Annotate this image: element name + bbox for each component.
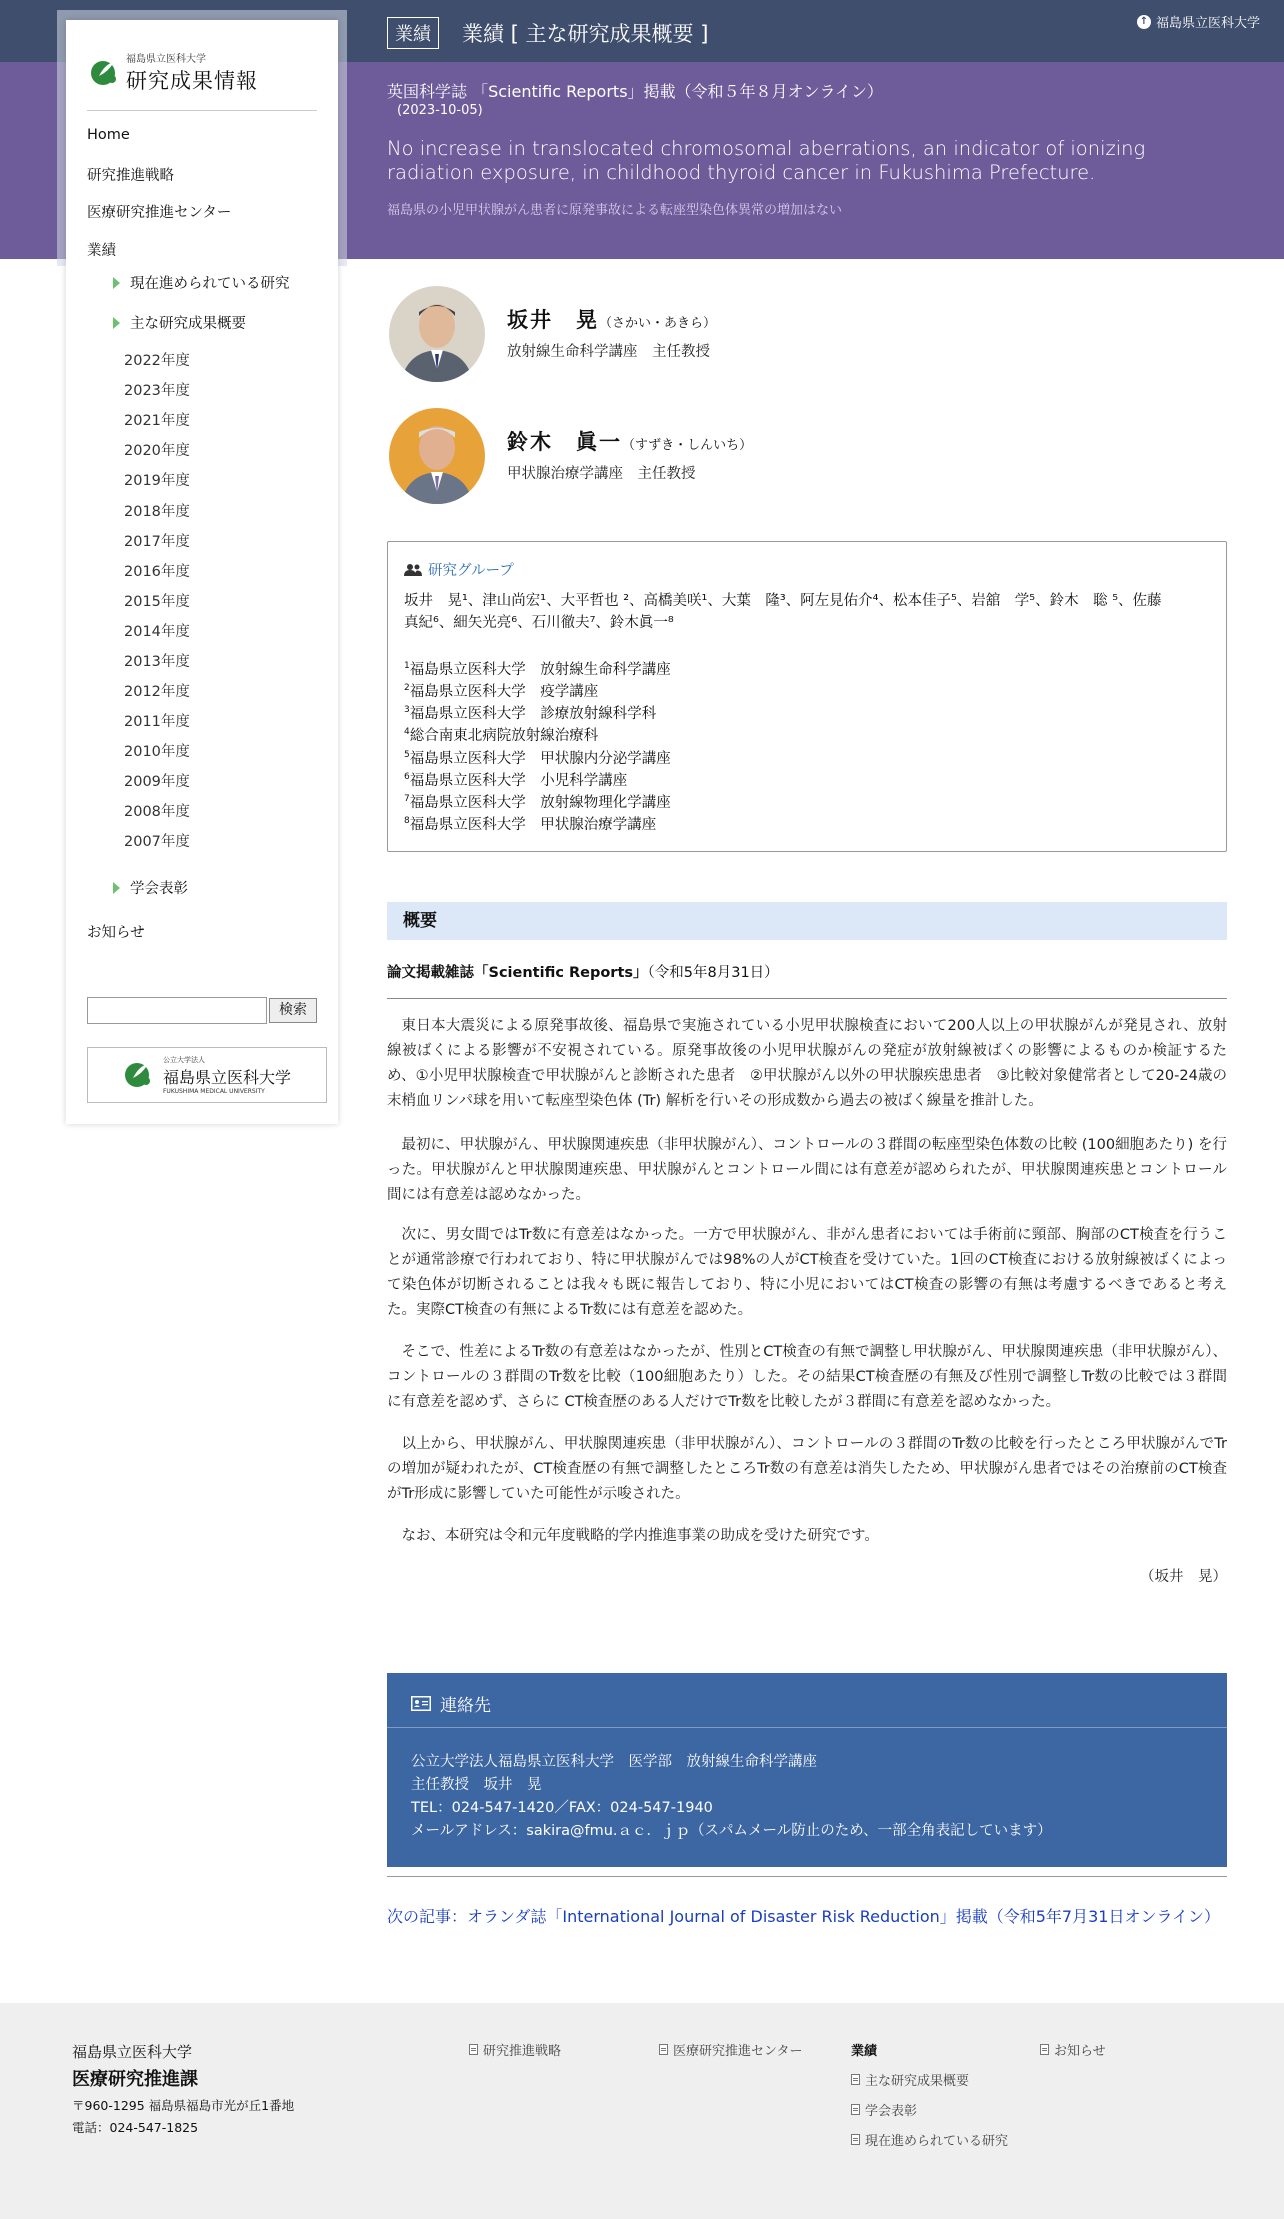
research-group-box xyxy=(387,541,1227,852)
sidebar-year-link[interactable]: 2021年度 xyxy=(124,413,190,429)
sidebar-item-label: 学会表彰 xyxy=(130,881,188,897)
document-icon xyxy=(659,2044,668,2055)
abstract-paragraph: そこで、性差によるTr数の有意差はなかったが、性別とCT検査の有無で調整し甲状腺がん、甲状腺関連疾患（非甲状腺がん）、コントロールの３群間のTr数を比較（100細胞あたり）した。その結果CT検査歴の有無及び性別で調整しTr数の比較では３群間に有意差を認めず、さらに CT検査歴のある人だけでTr数を比較したが３群間に有意差を認めなかった。 xyxy=(387,1344,1227,1410)
journal-label: 論文掲載雑誌「Scientific Reports」 xyxy=(387,965,648,981)
logo-univ-name: 福島県立医科大学 xyxy=(126,54,206,65)
footer-dept: 医療研究推進課 xyxy=(72,2069,198,2090)
research-group-heading xyxy=(404,559,514,580)
next-article-link[interactable]: 次の記事：オランダ誌「International Journal of Disaster Risk Reduction」掲載（令和5年7月31日オンライン） xyxy=(387,1907,1220,1926)
person-title: 甲状腺治療学講座 主任教授 xyxy=(507,466,696,482)
univ-link[interactable] xyxy=(1137,12,1260,31)
sidebar-year-link[interactable]: 2018年度 xyxy=(124,504,190,520)
footer-link-label: 現在進められている研究 xyxy=(865,2134,1009,2149)
hero-date: (2023-10-05) xyxy=(397,103,483,118)
sidebar-item-achievements[interactable]: 業績 xyxy=(87,243,116,259)
hero-journal: 英国科学誌 「Scientific Reports」掲載（令和５年８月オンライン） xyxy=(387,82,884,101)
contact-divider xyxy=(387,1727,1227,1728)
affiliation-item: $^3$福島県立医科大学 診療放射線科学科 xyxy=(404,705,657,722)
sidebar-year-link[interactable]: 2014年度 xyxy=(124,624,190,640)
affiliation-item: $^2$福島県立医科大学 疫学講座 xyxy=(404,683,599,700)
abstract-paragraph: 次に、男女間ではTr数に有意差はなかった。一方で甲状腺がん、非がん患者においては手術前に頸部、胸部のCT検査を行うことが通常診療で行われており、特に甲状腺がんでは98%の人がCT検査を受けていた。1回のCT検査における放射線被ばくによって染色体が切断されることは我々も既に報告しており、特に小児においてはCT検査の影響の有無は考慮するべきであると考えた。実際CT検査の有無によるTr数には有意差を認めた。 xyxy=(387,1227,1227,1318)
contact-line: 主任教授 坂井 晃 xyxy=(411,1777,542,1793)
hero-title-ja: 福島県の小児甲状腺がん患者に原発事故による転座型染色体異常の増加はない xyxy=(387,203,843,218)
hero-title-en: No increase in translocated chromosomal aberrations, an indicator of ionizing radiation exposure, in childhood thyroid cancer in Fukushima Prefecture. xyxy=(387,137,1146,184)
sidebar-year-link[interactable]: 2016年度 xyxy=(124,564,190,580)
sidebar-year-link[interactable]: 2022年度 xyxy=(124,353,190,369)
footer-link-current-research[interactable] xyxy=(851,2130,1008,2149)
univ-link-label: 福島県立医科大学 xyxy=(1155,16,1260,31)
person-photo-icon xyxy=(389,408,485,504)
sidebar-item-label: 主な研究成果概要 xyxy=(130,316,246,332)
journal-line xyxy=(387,961,779,982)
sidebar-divider xyxy=(87,110,317,111)
footer-link-conference[interactable] xyxy=(851,2100,917,2119)
contact-heading xyxy=(411,1691,491,1716)
avatar xyxy=(389,408,485,504)
sidebar-year-link[interactable]: 2017年度 xyxy=(124,534,190,550)
sidebar-year-link[interactable]: 2019年度 xyxy=(124,473,190,489)
contact-bottom-divider xyxy=(387,1876,1227,1877)
triangle-right-icon xyxy=(113,882,120,894)
sidebar-year-link[interactable]: 2015年度 xyxy=(124,594,190,610)
person-title: 放射線生命科学講座 主任教授 xyxy=(507,344,710,360)
banner-en: FUKUSHIMA MEDICAL UNIVERSITY xyxy=(162,1088,265,1095)
affiliation-item: $^7$福島県立医科大学 放射線物理化学講座 xyxy=(404,794,671,811)
leaf-logo-icon xyxy=(123,1058,155,1092)
footer-tel: 電話：024-547-1825 xyxy=(72,2120,199,2135)
sidebar-year-link[interactable]: 2011年度 xyxy=(124,714,190,730)
group-members xyxy=(404,590,1214,634)
footer-link-main-results[interactable] xyxy=(851,2070,969,2089)
footer-link-label: 医療研究推進センター xyxy=(673,2044,803,2059)
footer-link-label: お知らせ xyxy=(1054,2044,1106,2059)
footer-link-strategy[interactable] xyxy=(469,2040,561,2059)
sidebar-year-link[interactable]: 2008年度 xyxy=(124,804,190,820)
abstract-paragraph: 最初に、甲状腺がん、甲状腺関連疾患（非甲状腺がん）、コントロールの３群間の転座型染色体数の比較 (100細胞あたり) を行った。甲状腺がんと甲状腺関連疾患、甲状腺がんとコントロール間には有意差が認められたが、甲状腺関連疾患とコントロール間には有意差は認めなかった。 xyxy=(387,1137,1227,1203)
footer-link-achievements[interactable]: 業績 xyxy=(851,2044,878,2059)
sidebar-item-conference[interactable] xyxy=(113,877,188,898)
sidebar-item-label: 現在進められている研究 xyxy=(130,276,290,292)
contact-line: TEL：024-547-1420／FAX：024-547-1940 xyxy=(411,1800,713,1816)
contact-box xyxy=(387,1673,1227,1867)
document-icon xyxy=(1040,2044,1049,2055)
members-line: 坂井 晃¹、津山尚宏¹、大平哲也 ²、高橋美咲¹、大葉 隆³、阿左見佑介⁴、松本佳子⁵、岩舘 学⁵、鈴木 聡 ⁵、佐藤 xyxy=(404,593,1162,609)
sidebar-year-link[interactable]: 2007年度 xyxy=(124,834,190,850)
leaf-logo-icon xyxy=(90,56,120,90)
document-icon xyxy=(851,2134,860,2145)
person-kana: （さかい・あきら） xyxy=(599,316,717,331)
page-title: 業績 [ 主な研究成果概要 ] xyxy=(462,22,709,46)
sidebar-year-link[interactable]: 2023年度 xyxy=(124,383,190,399)
affiliation-item: $^1$福島県立医科大学 放射線生命科学講座 xyxy=(404,661,671,678)
footer-address: 〒960-1295 福島県福島市光が丘1番地 xyxy=(72,2098,295,2113)
banner-small: 公立大学法人 xyxy=(162,1056,205,1064)
abstract-paragraph: 以上から、甲状腺がん、甲状腺関連疾患（非甲状腺がん）、コントロールの３群間のTr数の比較を行ったところ甲状腺がんでTrの増加が疑われたが、CT検査歴の有無で調整したところTr数の有意差は消失したため、甲状腺がん患者ではその治療前のCT検査がTr形成に影響していた可能性が示唆された。 xyxy=(387,1436,1227,1502)
document-icon xyxy=(851,2074,860,2085)
affiliation-item: $^4$総合南東北病院放射線治療科 xyxy=(404,727,599,744)
affiliation-item: $^5$福島県立医科大学 甲状腺内分泌学講座 xyxy=(404,750,671,767)
avatar xyxy=(389,286,485,382)
sidebar-year-link[interactable]: 2012年度 xyxy=(124,684,190,700)
abstract-paragraph: なお、本研究は令和元年度戦略的学内推進事業の助成を受けた研究です。 xyxy=(401,1528,879,1544)
affiliation-item: $^6$福島県立医科大学 小児科学講座 xyxy=(404,772,628,789)
person-name-text: 鈴木 眞一 xyxy=(507,430,622,454)
research-group-heading-text: 研究グループ xyxy=(428,563,514,579)
footer-link-label: 学会表彰 xyxy=(865,2104,918,2119)
abstract-divider xyxy=(387,998,1227,999)
sidebar-year-link[interactable]: 2009年度 xyxy=(124,774,190,790)
person-name xyxy=(507,304,716,334)
footer-univ: 福島県立医科大学 xyxy=(72,2043,193,2061)
site-logo[interactable] xyxy=(90,50,258,95)
footer xyxy=(0,2003,1284,2219)
triangle-right-icon xyxy=(113,277,120,289)
category-tag: 業績 xyxy=(387,17,439,49)
group-users-icon xyxy=(404,564,422,576)
signature: （坂井 晃） xyxy=(1140,1569,1227,1585)
banner-name: 福島県立医科大学 xyxy=(162,1068,291,1087)
id-card-icon xyxy=(411,1696,431,1711)
abstract-paragraph: 東日本大震災による原発事故後、福島県で実施されている小児甲状腺検査において200人以上の甲状腺がんが発見され、放射線被ばくによる影響が不安視されている。原発事故後の小児甲状腺がんの発症が放射線被ばくの影響によるものか検証するため、①小児甲状腺検査で甲状腺がんと診断された患者 ②甲状腺がん以外の甲状腺疾患患者 ③比較対象健常者として20-24歳の末梢血リンパ球を用いて転座型染色体 (Tr) 解析を行いその形成数から過去の被ばく線量を推計した。 xyxy=(387,1018,1227,1109)
sidebar-item-center[interactable]: 医療研究推進センター xyxy=(87,205,232,221)
sidebar xyxy=(66,20,338,1124)
arrow-up-circle-icon: ↑ xyxy=(1137,15,1151,29)
contact-line: 公立大学法人福島県立医科大学 医学部 放射線生命科学講座 xyxy=(411,1754,817,1770)
person-name xyxy=(507,426,752,456)
document-icon xyxy=(469,2044,478,2055)
sidebar-item-strategy[interactable]: 研究推進戦略 xyxy=(87,168,174,184)
footer-link-label: 研究推進戦略 xyxy=(483,2044,562,2059)
sidebar-item-home[interactable]: Home xyxy=(87,127,130,143)
sidebar-year-link[interactable]: 2010年度 xyxy=(124,744,190,760)
contact-heading-text: 連絡先 xyxy=(440,1696,491,1716)
sidebar-year-link[interactable]: 2013年度 xyxy=(124,654,190,670)
sidebar-item-news[interactable]: お知らせ xyxy=(87,925,145,941)
sidebar-item-current-research[interactable] xyxy=(113,272,290,293)
search-input[interactable] xyxy=(87,997,267,1024)
contact-email: メールアドレス：sakira@fmu.ａｃ．ｊｐ（スパムメール防止のため、一部全角表記しています） xyxy=(411,1823,1052,1839)
footer-link-news[interactable] xyxy=(1040,2040,1106,2059)
journal-date: （令和5年8月31日） xyxy=(647,965,779,981)
footer-link-center[interactable] xyxy=(659,2040,802,2059)
person-photo-icon xyxy=(389,286,485,382)
sidebar-item-main-results[interactable] xyxy=(113,312,246,333)
logo-site-name: 研究成果情報 xyxy=(126,69,258,93)
univ-banner[interactable] xyxy=(87,1047,327,1103)
document-icon xyxy=(851,2104,860,2115)
affiliation-item: $^8$福島県立医科大学 甲状腺治療学講座 xyxy=(404,816,657,833)
abstract-heading: 概要 xyxy=(387,902,1227,940)
members-line: 真紀⁶、細矢光亮⁶、石川徹夫⁷、鈴木眞一⁸ xyxy=(404,615,674,631)
person-name-text: 坂井 晃 xyxy=(507,308,599,332)
footer-link-label: 主な研究成果概要 xyxy=(865,2074,970,2089)
triangle-right-icon xyxy=(113,317,120,329)
sidebar-year-link[interactable]: 2020年度 xyxy=(124,443,190,459)
person-kana: （すずき・しんいち） xyxy=(622,438,753,453)
search-button[interactable]: 検索 xyxy=(269,998,317,1023)
